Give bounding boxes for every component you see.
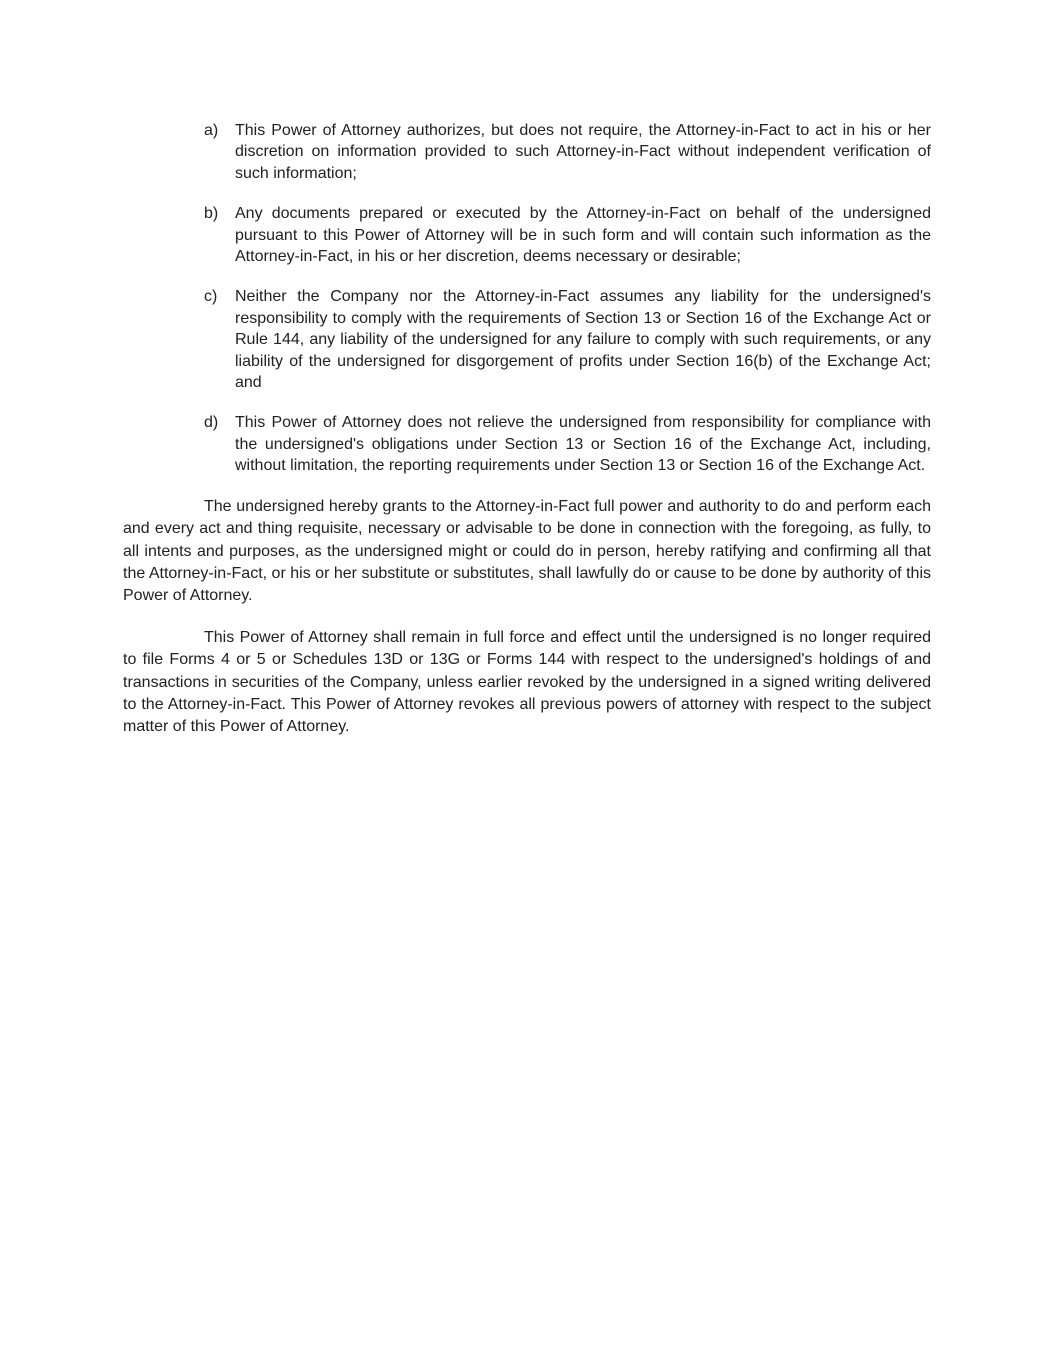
list-marker-d: d) (204, 414, 219, 432)
list-item-a-text: This Power of Attorney authorizes, but does not require, the Attorney-in-Fact to act in his or her discretion on information provided to such Attorney-in-Fact without independent verification of such information; (235, 122, 931, 182)
list-item-c-text: Neither the Company nor the Attorney-in-Fact assumes any liability for the undersigned's responsibility to comply with the requirements of Section 13 or Section 16 of the Exchange Act or Rule 144, any liability of the undersigned for any failure to comply with such requirements, or any liability of the undersigned for disgorgement of profits under Section 16(b) of the Exchange Act; and (235, 288, 931, 392)
paragraph-duration-and-revocation: This Power of Attorney shall remain in full force and effect until the undersigned is no longer required to file Forms 4 or 5 or Schedules 13D or 13G or Forms 144 with respect to the undersigned's holdings of and transactions in securities of the Company, unless earlier revoked by the undersigned in a signed writing delivered to the Attorney-in-Fact. This Power of Attorney revokes all previous powers of attorney with respect to the subject matter of this Power of Attorney. (123, 628, 931, 736)
list-item-b (204, 203, 931, 267)
list-item-b-text: Any documents prepared or executed by the Attorney-in-Fact on behalf of the undersigned pursuant to this Power of Attorney will be in such form and will contain such information as the Attorney-in-Fact, in his or her discretion, deems necessary or desirable; (235, 205, 931, 266)
list-marker-c: c) (204, 288, 218, 306)
list-item-d (204, 412, 931, 476)
lettered-list (123, 120, 931, 477)
list-item-c (204, 286, 931, 393)
paragraph-grant-of-authority: The undersigned hereby grants to the Attorney-in-Fact full power and authority to do and perform each and every act and thing requisite, necessary or advisable to be done in connection with the foregoing, as fully, to all intents and purposes, as the undersigned might or could do in person, hereby ratifying and confirming all that the Attorney-in-Fact, or his or her substitute or substitutes, shall lawfully do or cause to be done by authority of this Power of Attorney. (123, 497, 931, 605)
list-marker-a: a) (204, 122, 219, 139)
list-item-a (204, 120, 931, 184)
list-marker-b: b) (204, 205, 219, 223)
list-item-d-text: This Power of Attorney does not relieve the undersigned from responsibility for compliance with the undersigned's obligations under Section 13 or Section 16 of the Exchange Act, including, without limitation, the reporting requirements under Section 13 or Section 16 of the Exchange Act. (235, 414, 931, 475)
